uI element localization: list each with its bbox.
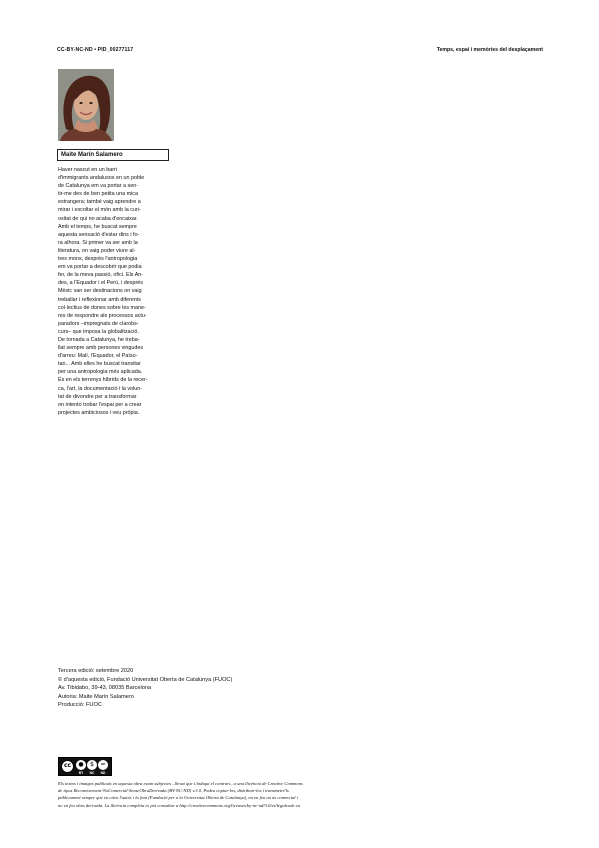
- bio-line: tir-me des de ben petita una mica: [58, 191, 139, 198]
- bio-line: on intento trobar l'espai per a crear: [58, 401, 142, 408]
- bio-line: estrangera; també vaig aprendre a: [58, 199, 141, 206]
- license-text: [58, 780, 398, 809]
- bio-line: És en els terrenys híbrids de la recer-: [58, 377, 148, 384]
- bio-line: fer, de la meva passió, ofici. Els An-: [58, 272, 144, 279]
- bio-line: ca, l'art, la documentació i la volun-: [58, 385, 143, 392]
- bio-line: mirar i escoltar el món amb la curi-: [58, 207, 141, 214]
- edition-credits: [58, 667, 232, 710]
- license-line: públicament sempre que en citeu l'autor i la font (Fundació per a la Universitat Oberta de Catalunya), no en feu un ús comercial i: [58, 795, 298, 801]
- author-bio: [58, 166, 178, 417]
- bio-line: aquesta sensació d'estar dins i fo-: [58, 231, 140, 238]
- bio-line: per una antropologia més aplicada.: [58, 369, 143, 376]
- nd-label: ND: [100, 770, 106, 775]
- production-line: Producció: FUOC: [58, 702, 102, 708]
- bio-line: llat sempre amb persones vingudes: [58, 345, 144, 352]
- bio-line: Mèxic van ser destinacions on vaig: [58, 288, 142, 295]
- bio-line: treballar i reflexionar amb diferents: [58, 296, 141, 303]
- address-line: Av. Tibidabo, 39-43, 08035 Barcelona: [58, 685, 152, 691]
- bio-line: Haver nascut en un barri: [58, 167, 118, 173]
- author-name: Maite Marín Salamero: [57, 149, 169, 161]
- bio-line: res de respondre als processos actu-: [58, 312, 147, 319]
- license-line: no en feu obra derivada. La llicència completa es pot consultar a http://creativecommons.org/licenses/by-nc-nd/3.0/es/legalcode.ca: [58, 802, 301, 808]
- authorship-line: Autoria: Maite Marín Salamero: [58, 693, 134, 700]
- bio-line: d'arreu: Malí, l'Equador, el Païso-: [58, 353, 138, 360]
- header-document-title: Temps, espai i memòries del desplaçament: [436, 47, 543, 53]
- bio-line: col·lectius de dones sobre les mane-: [58, 304, 146, 311]
- edition-line: Tercera edició: setembre 2020: [58, 668, 134, 674]
- bio-line: projectes ambiciosos i veu pròpia.: [58, 409, 140, 416]
- nd-icon: =: [98, 760, 108, 770]
- license-line: Els textos i imatges publicats en aquesta obra estan subjectes –llevat que s'indiqui el contrari– a una llicència de Creative Commons: [58, 781, 303, 786]
- bio-line: tat de divondre per a transformar: [58, 393, 137, 400]
- bio-line: paradors –impregnats de clarobs-: [58, 320, 139, 327]
- by-label: BY: [78, 770, 84, 775]
- header-document-id: CC-BY-NC-ND • PID_00277117: [57, 47, 134, 53]
- by-icon: ●: [76, 760, 86, 770]
- bio-line: ositat de qui no acaba d'encaixar.: [58, 215, 138, 222]
- nc-label: NC: [89, 770, 95, 775]
- bio-line: literatura, on vaig poder viure al-: [58, 247, 136, 254]
- bio-line: ra alhora. Si primer va ser amb la: [58, 239, 138, 246]
- bio-line: tres mons, després l'antropologia: [58, 256, 138, 263]
- bio-line: De tornada a Catalunya, he treba-: [58, 336, 140, 343]
- nc-icon: $: [87, 760, 97, 770]
- creative-commons-badge: [58, 757, 112, 776]
- bio-line: de Catalunya em va portar a sen-: [58, 183, 139, 190]
- license-line: de tipus Reconeixement-NoComercial-SenseObraDerivada (BY-NC-ND) v.3.0. Podeu copiar-los, distribuir-los i transmetre'ls: [58, 788, 289, 794]
- cc-logo-icon: cc: [61, 760, 74, 773]
- bio-line: Amb el temps, he buscat sempre: [58, 223, 137, 230]
- bio-line: curs– que imposa la globalització.: [58, 328, 139, 335]
- bio-line: em va portar a descobrir que podia: [58, 264, 142, 271]
- author-photo: [58, 69, 114, 141]
- bio-line: tan... Amb elles he buscat transitar: [58, 361, 141, 368]
- bio-line: d'immigrants andalusos en un poble: [58, 175, 145, 182]
- copyright-line: © d'aquesta edició, Fundació Universitat Oberta de Catalunya (FUOC): [58, 676, 233, 683]
- bio-line: des, a l'Equador i el Perú, i després: [58, 280, 143, 287]
